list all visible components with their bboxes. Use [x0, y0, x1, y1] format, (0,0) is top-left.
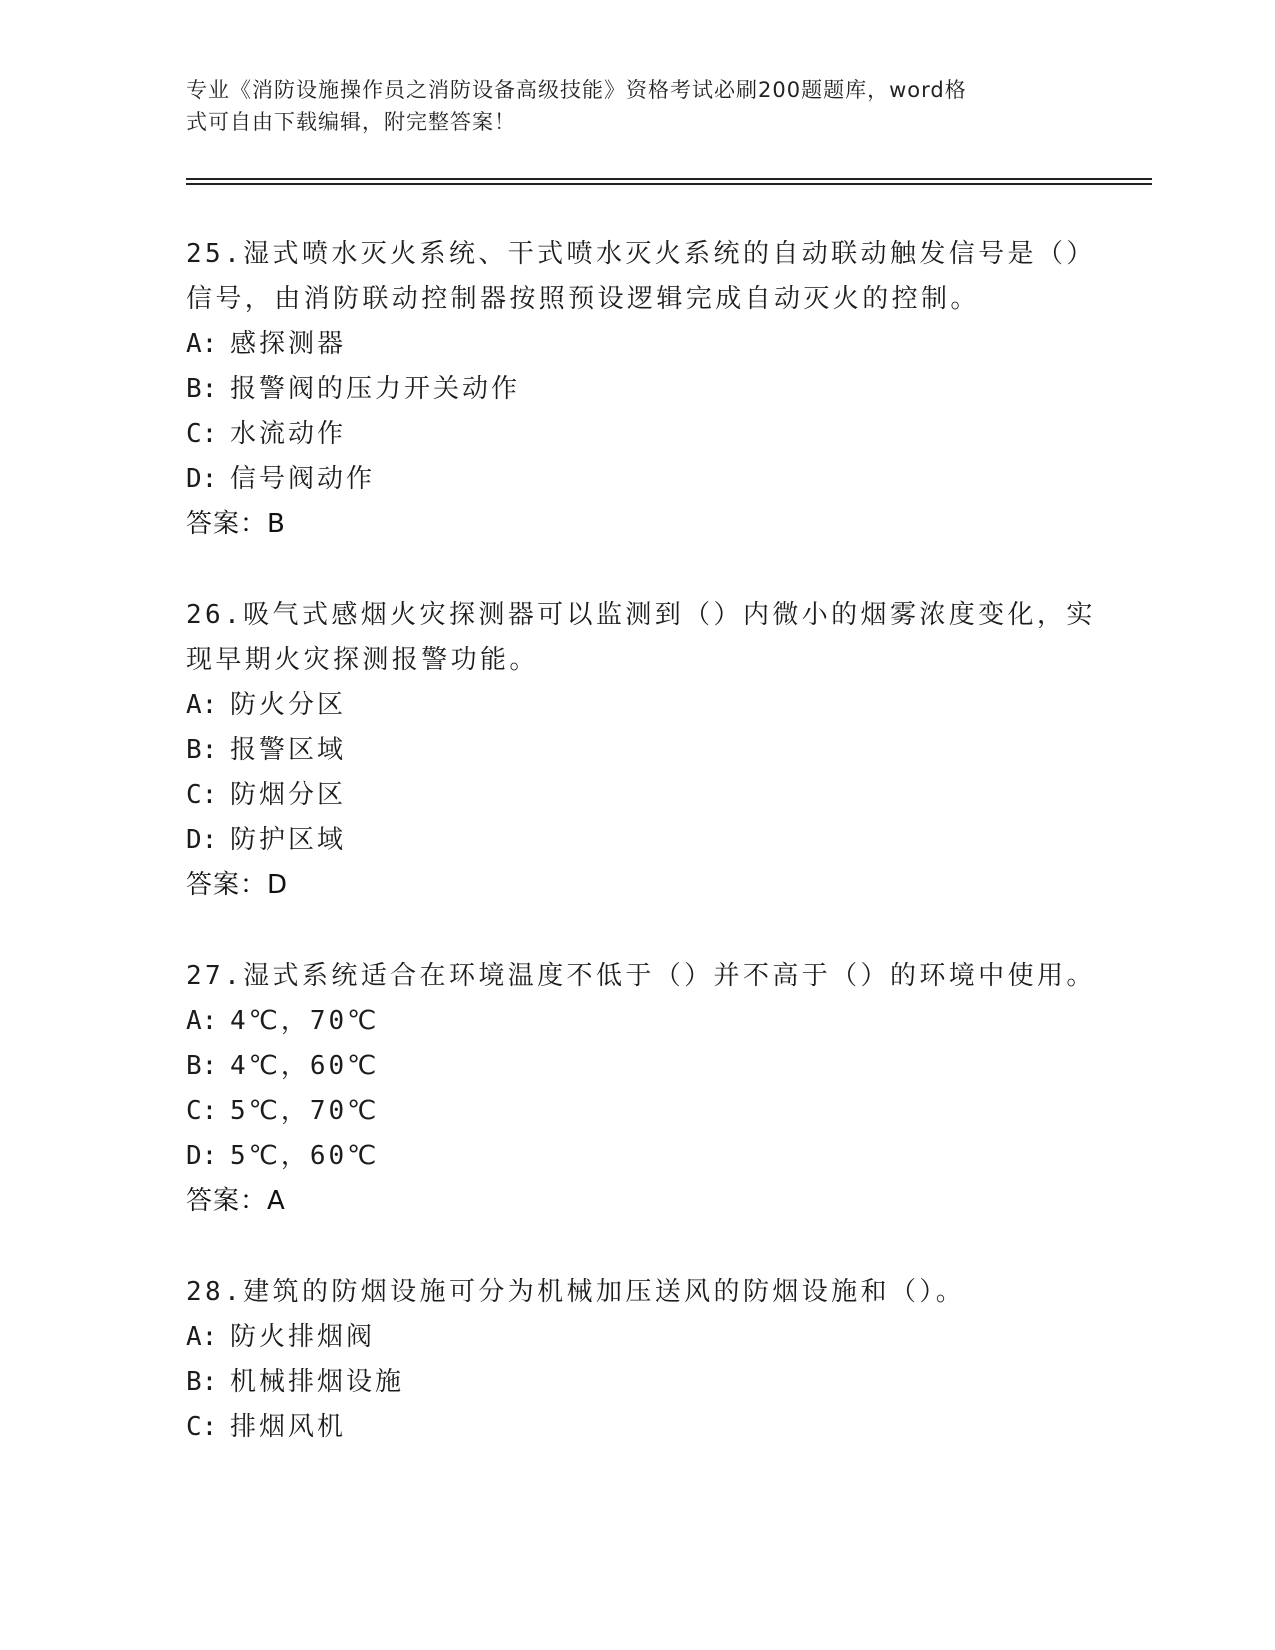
- option-letter: A:: [186, 1322, 218, 1352]
- question-27-option-c: [186, 1095, 379, 1127]
- option-letter: C:: [186, 1412, 218, 1442]
- question-28-stem-line-1: 28.建筑的防烟设施可分为机械加压送风的防烟设施和（）。: [186, 1277, 966, 1307]
- question-25-stem-line-1: 25.湿式喷水灭火系统、干式喷水灭火系统的自动联动触发信号是（）: [186, 239, 1096, 269]
- question-26-stem-line-2: 现早期火灾探测报警功能。: [186, 645, 539, 675]
- question-25-option-c: [186, 418, 346, 450]
- option-text: 水流动作: [230, 419, 347, 449]
- option-letter: D:: [186, 464, 218, 494]
- question-28-option-b: [186, 1366, 404, 1398]
- option-text: 4℃，60℃: [230, 1051, 380, 1081]
- question-25-option-b: [186, 373, 520, 405]
- document-header: [186, 74, 1066, 138]
- header-line-2: 式可自由下载编辑，附完整答案！: [186, 110, 516, 134]
- option-letter: C:: [186, 1096, 218, 1126]
- question-27-option-b: [186, 1050, 379, 1082]
- question-26-answer: 答案：D: [186, 870, 289, 900]
- question-26-option-c: [186, 779, 346, 811]
- option-letter: C:: [186, 419, 218, 449]
- question-25-option-d: [186, 463, 375, 495]
- option-text: 报警阀的压力开关动作: [230, 374, 521, 404]
- option-letter: B:: [186, 374, 218, 404]
- question-25-option-a: [186, 328, 346, 360]
- question-26-option-a: [186, 689, 346, 721]
- question-25-stem-line-2: 信号，由消防联动控制器按照预设逻辑完成自动灭火的控制。: [186, 284, 980, 314]
- option-letter: A:: [186, 329, 218, 359]
- option-text: 防火排烟阀: [230, 1322, 376, 1352]
- question-28-option-a: [186, 1321, 375, 1353]
- header-rule-bottom: [186, 183, 1152, 185]
- question-26-stem-line-1: 26.吸气式感烟火灾探测器可以监测到（）内微小的烟雾浓度变化，实: [186, 600, 1096, 630]
- option-text: 信号阀动作: [230, 464, 376, 494]
- option-letter: B:: [186, 1051, 218, 1081]
- question-27-answer: 答案：A: [186, 1186, 286, 1216]
- question-27-option-a: [186, 1005, 379, 1037]
- option-text: 感探测器: [230, 329, 347, 359]
- question-28-option-c: [186, 1411, 346, 1443]
- option-text: 防护区域: [230, 825, 347, 855]
- option-text: 4℃，70℃: [230, 1006, 380, 1036]
- question-26-option-d: [186, 824, 346, 856]
- option-text: 排烟风机: [230, 1412, 347, 1442]
- question-27-option-d: [186, 1140, 379, 1172]
- option-text: 报警区域: [230, 735, 347, 765]
- option-letter: A:: [186, 690, 218, 720]
- header-rule-top: [186, 178, 1152, 180]
- option-text: 防烟分区: [230, 780, 347, 810]
- question-26-option-b: [186, 734, 346, 766]
- option-text: 防火分区: [230, 690, 347, 720]
- option-letter: B:: [186, 1367, 218, 1397]
- question-27-stem-line-1: 27.湿式系统适合在环境温度不低于（）并不高于（）的环境中使用。: [186, 961, 1096, 991]
- option-letter: A:: [186, 1006, 218, 1036]
- option-letter: D:: [186, 825, 218, 855]
- option-text: 机械排烟设施: [230, 1367, 405, 1397]
- option-text: 5℃，70℃: [230, 1096, 380, 1126]
- header-line-1: 专业《消防设施操作员之消防设备高级技能》资格考试必刷200题题库，word格: [186, 78, 967, 102]
- question-25-answer: 答案：B: [186, 509, 286, 539]
- option-letter: C:: [186, 780, 218, 810]
- option-letter: B:: [186, 735, 218, 765]
- option-letter: D:: [186, 1141, 218, 1171]
- option-text: 5℃，60℃: [230, 1141, 380, 1171]
